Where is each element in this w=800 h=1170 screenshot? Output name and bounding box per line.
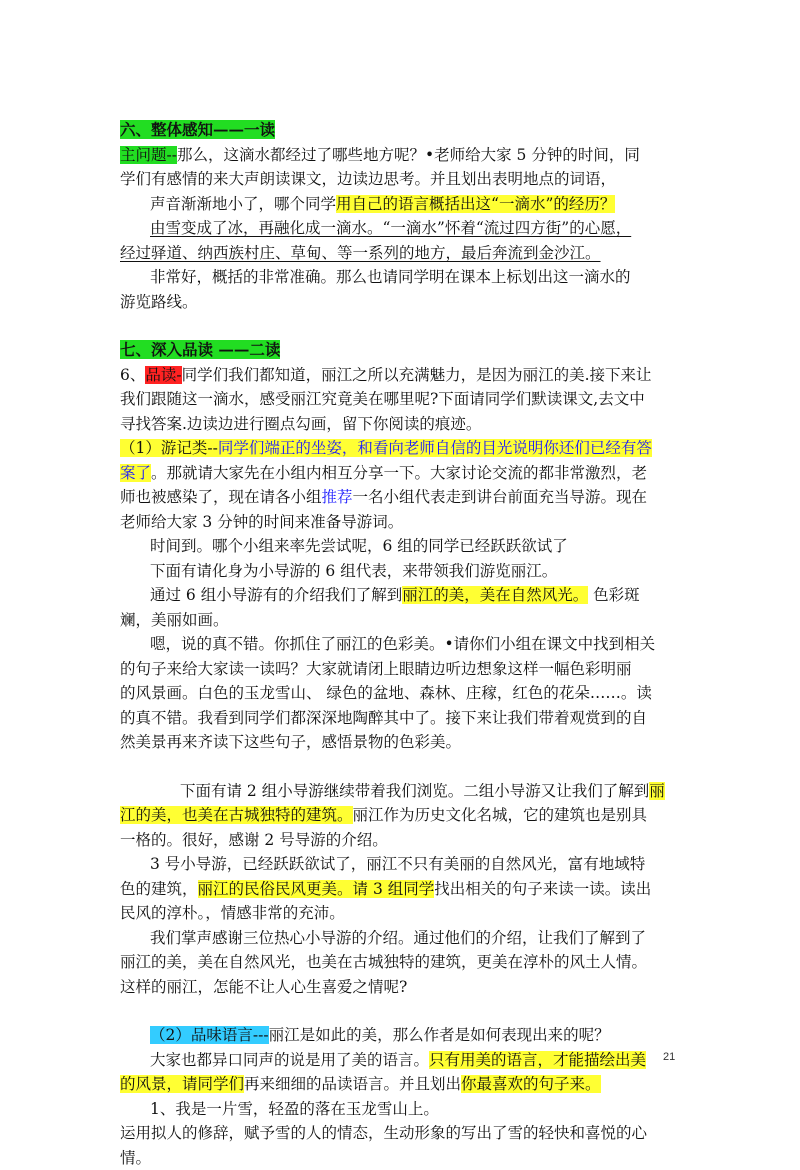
paragraph: 主问题--那么，这滴水都经过了哪些地方呢？•老师给大家 5 分钟的时间，同 <box>120 143 685 168</box>
paragraph: 下面有请化身为小导游的 6 组代表，来带领我们游览丽江。 <box>120 559 685 584</box>
paragraph: 3 号小导游，已经跃跃欲试了，丽江不只有美丽的自然风光，富有地域特 <box>120 852 685 877</box>
paragraph-cont: 游览路线。 <box>120 290 685 315</box>
paragraph: 1、我是一片雪，轻盈的落在玉龙雪山上。 <box>120 1097 685 1122</box>
section-7-heading: 七、深入品读 ——二读 <box>120 338 685 363</box>
paragraph: 非常好，概括的非常准确。那么也请同学明在课本上标划出这一滴水的 <box>120 265 685 290</box>
paragraph: 下面有请 2 组小导游继续带着我们浏览。二组小导游又让我们了解到丽 <box>120 779 685 804</box>
answer-line: 经过驿道、纳西族村庄、草甸、等一系列的地方，最后奔流到金沙江。 <box>120 241 685 266</box>
answer-line: 由雪变成了冰，再融化成一滴水。“一滴水”怀着“流过四方街”的心愿， <box>120 216 685 241</box>
paragraph-cont: 然美景再来齐读下这些句子，感悟景物的色彩美。 <box>120 730 685 755</box>
paragraph-cont: 丽江的美，美在自然风光，也美在古城独特的建筑，更美在淳朴的风土人情。 <box>120 950 685 975</box>
paragraph-cont: 斓，美丽如画。 <box>120 608 685 633</box>
paragraph-cont: 老师给大家 3 分钟的时间来准备导游词。 <box>120 510 685 535</box>
paragraph-cont: 案了。那就请大家先在小组内相互分享一下。大家讨论交流的都非常激烈，老 <box>120 461 685 486</box>
paragraph-cont: 我们跟随这一滴水，感受丽江究竟美在哪里呢?下面请同学们默读课文,去文中 <box>120 387 685 412</box>
page-number: 21 <box>663 1051 675 1063</box>
paragraph: 声音渐渐地小了，哪个同学用自己的语言概括出这“一滴水”的经历？ <box>120 192 685 217</box>
document-body <box>120 118 685 1170</box>
paragraph-cont: 的风景，请同学们再来细细的品读语言。并且划出你最喜欢的句子来。 <box>120 1072 685 1097</box>
paragraph: 6、品读-同学们我们都知道，丽江之所以充满魅力，是因为丽江的美.接下来让 <box>120 363 685 388</box>
paragraph: 运用拟人的修辞，赋予雪的人的情态，生动形象的写出了雪的轻快和喜悦的心 <box>120 1121 685 1146</box>
paragraph: （2）品味语言---丽江是如此的美，那么作者是如何表现出来的呢？ <box>120 1023 685 1048</box>
paragraph: 我们掌声感谢三位热心小导游的介绍。通过他们的介绍，让我们了解到了 <box>120 926 685 951</box>
paragraph-cont: 民风的淳朴。，情感非常的充沛。 <box>120 901 685 926</box>
paragraph-cont: 的真不错。我看到同学们都深深地陶醉其中了。接下来让我们带着观赏到的自 <box>120 706 685 731</box>
paragraph-cont: 江的美，也美在古城独特的建筑。丽江作为历史文化名城，它的建筑也是别具 <box>120 803 685 828</box>
paragraph-cont: 的风景画。白色的玉龙雪山、 绿色的盆地、森林、庄稼，红色的花朵……。读 <box>120 681 685 706</box>
paragraph: 时间到。哪个小组来率先尝试呢，6 组的同学已经跃跃欲试了 <box>120 534 685 559</box>
section-6-heading: 六、整体感知——一读 <box>120 118 685 143</box>
paragraph-cont: 这样的丽江，怎能不让人心生喜爱之情呢? <box>120 975 685 1000</box>
paragraph-cont: 色的建筑，丽江的民俗民风更美。请 3 组同学找出相关的句子来读一读。读出 <box>120 877 685 902</box>
paragraph: 大家也都异口同声的说是用了美的语言。只有用美的语言，才能描绘出美 <box>120 1048 685 1073</box>
paragraph-cont: 学们有感情的来大声朗读课文，边读边思考。并且划出表明地点的词语， <box>120 167 685 192</box>
paragraph-cont: 师也被感染了，现在请各小组推荐一名小组代表走到讲台前面充当导游。现在 <box>120 485 685 510</box>
paragraph-cont: 的句子来给大家读一读吗？大家就请闭上眼睛边听边想象这样一幅色彩明丽 <box>120 657 685 682</box>
paragraph: （1）游记类--同学们端正的坐姿，和看向老师自信的目光说明你还们已经有答 <box>120 436 685 461</box>
paragraph: 嗯，说的真不错。你抓住了丽江的色彩美。•请你们小组在课文中找到相关 <box>120 632 685 657</box>
paragraph-cont: 一格的。很好，感谢 2 号导游的介绍。 <box>120 828 685 853</box>
paragraph: 通过 6 组小导游有的介绍我们了解到丽江的美，美在自然风光。 色彩斑 <box>120 583 685 608</box>
paragraph-cont: 寻找答案.边读边进行圈点勾画，留下你阅读的痕迹。 <box>120 412 685 437</box>
paragraph-cont: 情。 <box>120 1146 685 1170</box>
